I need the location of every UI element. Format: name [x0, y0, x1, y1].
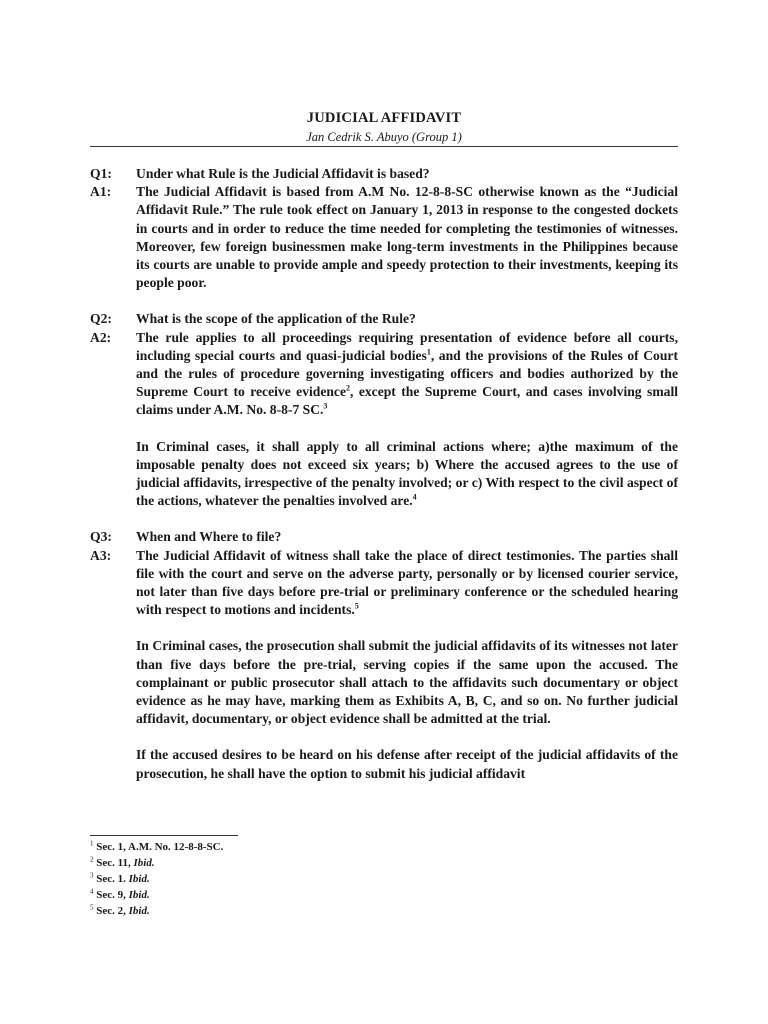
- title-divider: [90, 146, 678, 147]
- footnote-ref-4: 4: [412, 492, 417, 502]
- answer-2-part-3: , except the Supreme Court, and cases involving small claims under A.M. No. 8-8-7 SC.: [136, 384, 678, 418]
- answer-3: [90, 547, 678, 620]
- question-1-label: Q1:: [90, 166, 112, 181]
- question-3-label: Q3:: [90, 529, 112, 545]
- document-title: JUDICIAL AFFIDAVIT: [306, 110, 462, 126]
- footnote-ref-3: 3: [323, 401, 328, 411]
- answer-3-label: A3:: [90, 547, 112, 563]
- document-body: [90, 165, 678, 783]
- footnote-3: $^3$ Sec. 1. Ibid.: [90, 871, 150, 885]
- question-3-text: When and Where to file?: [136, 529, 282, 545]
- answer-3-paragraph-3: If the accused desires to be heard on his defense after receipt of the judicial affidavits of the prosecution, he shall have the option to submit his judicial affidavit: [136, 747, 678, 781]
- answer-2-part-2: , and the provisions of the Rules of Court and the rules of procedure governing investigating officers and bodies authorized by the Supreme Court to receive evidence: [136, 347, 678, 400]
- question-2: [90, 310, 678, 328]
- answer-2-paragraph-2: [136, 438, 678, 511]
- footnote-2: $^2$ Sec. 11, Ibid.: [90, 855, 155, 869]
- answer-1-text: The Judicial Affidavit is based from A.M No. 12-8-8-SC otherwise known as the “Judicial Affidavit Rule.” The rule took effect on January 1, 2013 in response to the congested dockets in courts and in order to reduce the time needed for completing the testimonies of witnesses. Moreover, few foreign businessmen make long-term investments in the Philippines because its courts are unable to provide ample and speedy protection to their investments, keeping its people poor.: [136, 184, 678, 291]
- footnote-1: $^1$ Sec. 1, A.M. No. 12-8-8-SC.: [90, 839, 224, 853]
- footnote-4: $^4$ Sec. 9, Ibid.: [90, 887, 150, 901]
- answer-2-para2-text: In Criminal cases, it shall apply to all criminal actions where; a)the maximum of the imposable penalty does not exceed six years; b) Where the accused agrees to the use of judicial affidavits, irrespective of the penalty involved; or c) With respect to the civil aspect of the actions, whatever the penalties involved are.: [136, 438, 678, 509]
- answer-2-label: A2:: [90, 329, 112, 345]
- answer-2-text: [136, 329, 678, 420]
- question-2-label: Q2:: [90, 311, 112, 327]
- answer-2-part-1: The rule applies to all proceedings requiring presentation of evidence before all courts, including special courts and quasi-judicial bodies: [136, 329, 678, 363]
- question-2-text: What is the scope of the application of the Rule?: [136, 311, 416, 327]
- answer-3-part-1: The Judicial Affidavit of witness shall take the place of direct testimonies. The parties shall file with the court and serve on the adverse party, personally or by licensed courier service, not later than five days before pre-trial or preliminary conference or the scheduled hearing with respect to motions and incidents.: [136, 547, 678, 618]
- footnote-ref-2: 2: [346, 383, 351, 393]
- footnote-divider: [90, 835, 238, 836]
- answer-3-text: [136, 547, 678, 620]
- footnote-ref-5: 5: [354, 601, 359, 611]
- question-3: [90, 528, 678, 546]
- document-author: Jan Cedrik S. Abuyo (Group 1): [306, 130, 462, 144]
- answer-1-label: A1:: [90, 184, 112, 200]
- answer-1: [90, 183, 678, 292]
- footnotes: [90, 839, 223, 919]
- answer-3-paragraph-2: In Criminal cases, the prosecution shall submit the judicial affidavits of its witnesses not later than five days before the pre-trial, serving copies if the same upon the accused. The complainant or public prosecutor shall attach to the affidavits such documentary or object evidence as he may have, marking them as Exhibits A, B, C, and so on. No further judicial affidavit, documentary, or object evidence shall be admitted at the trial.: [136, 638, 678, 727]
- footnote-5: $^5$ Sec. 2, Ibid.: [90, 903, 150, 917]
- question-1-text: Under what Rule is the Judicial Affidavit is based?: [136, 166, 430, 181]
- answer-2: [90, 329, 678, 420]
- footnote-ref-1: 1: [426, 347, 431, 357]
- question-1: [90, 165, 678, 183]
